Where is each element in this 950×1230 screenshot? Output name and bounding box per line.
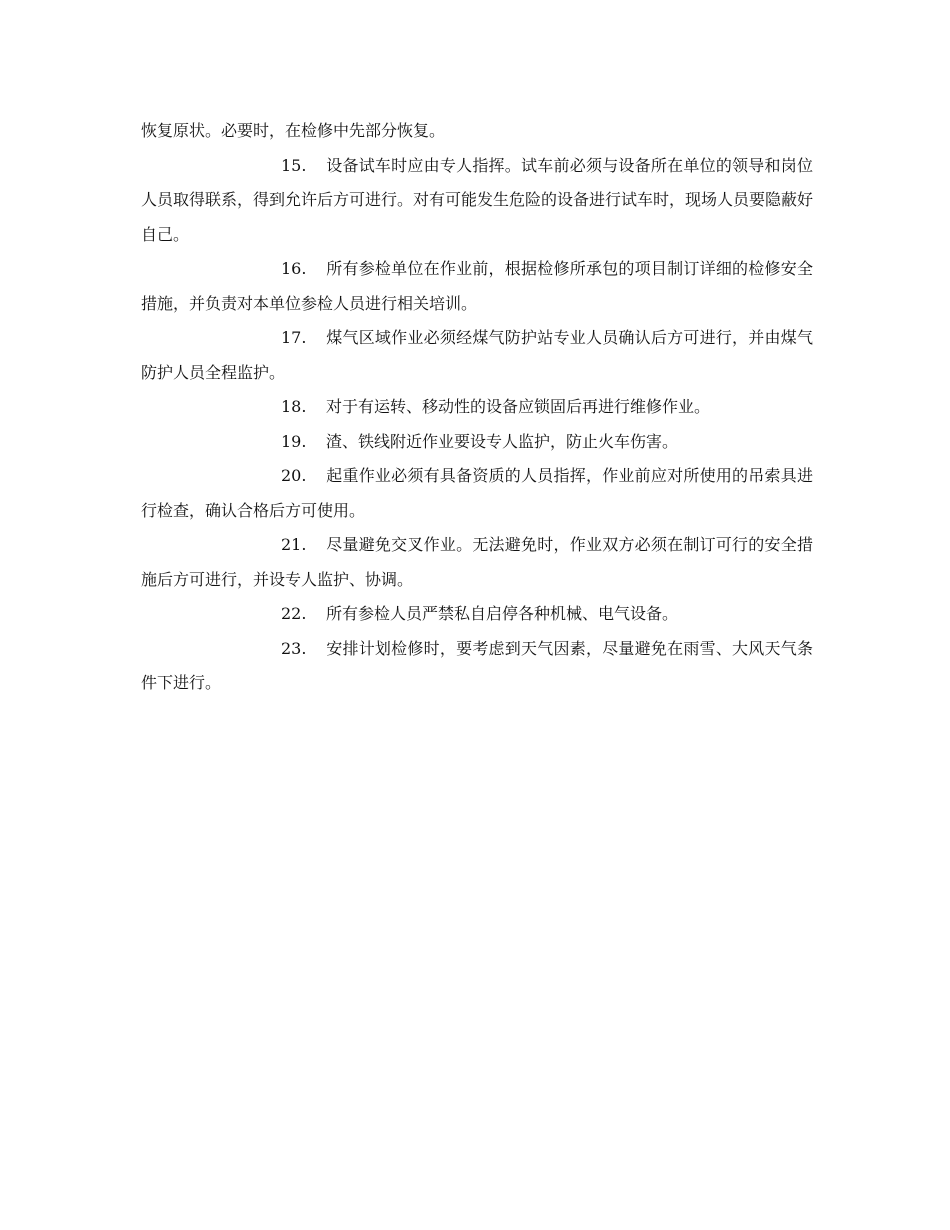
list-item-21 <box>141 528 813 597</box>
item-number: 22. <box>281 604 307 623</box>
list-item-22 <box>141 597 813 632</box>
item-number: 20. <box>281 466 307 485</box>
item-number: 15. <box>281 155 307 175</box>
list-item-23 <box>141 632 813 701</box>
item-text: 所有参检单位在作业前，根据检修所承包的项目制订详细的检修安全措施，并负责对本单位参检人员进行相关培训。 <box>141 259 813 313</box>
item-text: 尽量避免交叉作业。无法避免时，作业双方必须在制订可行的安全措施后方可进行，并设专人监护、协调。 <box>141 535 813 589</box>
item-text: 所有参检人员严禁私自启停各种机械、电气设备。 <box>326 604 679 623</box>
item-number: 23. <box>281 638 307 658</box>
item-number: 21. <box>281 535 307 554</box>
item-text: 对于有运转、移动性的设备应锁固后再进行维修作业。 <box>326 397 711 416</box>
item-text: 设备试车时应由专人指挥。试车前必须与设备所在单位的领导和岗位人员取得联系，得到允许后方可进行。对有可能发生危险的设备进行试车时，现场人员要隐蔽好自己。 <box>141 155 814 244</box>
item-number: 17. <box>281 328 307 347</box>
list-item-19 <box>141 425 813 460</box>
item-text: 渣、铁线附近作业要设专人监护，防止火车伤害。 <box>326 431 679 451</box>
item-text: 起重作业必须有具备资质的人员指挥，作业前应对所使用的吊索具进行检查，确认合格后方可使用。 <box>141 466 813 520</box>
list-item-15 <box>141 149 813 253</box>
list-item-20 <box>141 459 813 528</box>
document-body <box>141 114 813 701</box>
list-item-17 <box>141 321 813 390</box>
list-item-18 <box>141 390 813 425</box>
item-text: 煤气区域作业必须经煤气防护站专业人员确认后方可进行，并由煤气防护人员全程监护。 <box>141 328 813 382</box>
item-number: 18. <box>281 397 307 416</box>
item-text: 安排计划检修时，要考虑到天气因素，尽量避免在雨雪、大风天气条件下进行。 <box>141 638 813 692</box>
list-item-16 <box>141 252 813 321</box>
continuation-paragraph: 恢复原状。必要时，在检修中先部分恢复。 <box>141 121 446 140</box>
item-number: 16. <box>281 259 307 278</box>
item-number: 19. <box>281 431 307 451</box>
